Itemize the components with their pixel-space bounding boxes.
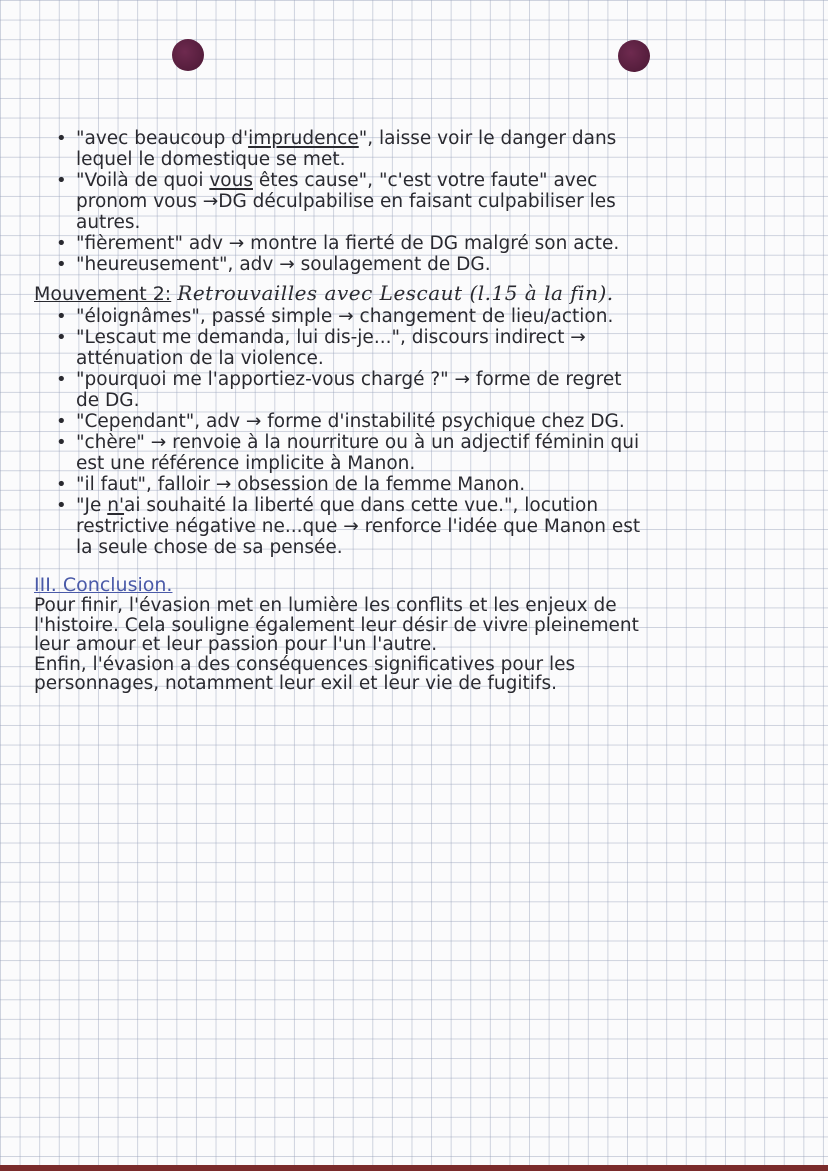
- conclusion-line: l'histoire. Cela souligne également leur désir de vivre pleinement: [34, 614, 639, 636]
- list-item: • "il faut", falloir → obsession de la femme Manon.: [56, 474, 526, 495]
- bullet-icon: •: [56, 170, 67, 191]
- bullet-icon: •: [56, 327, 67, 348]
- list-item: • "heureusement", adv → soulagement de DG.: [56, 254, 491, 275]
- mouvement-title: Retrouvailles avec Lescaut (l.15 à la fin).: [177, 281, 614, 305]
- bullet-icon: •: [56, 369, 67, 390]
- bullet-icon: •: [56, 474, 67, 495]
- conclusion-line: personnages, notamment leur exil et leur vie de fugitifs.: [34, 673, 557, 695]
- punch-hole-left: [172, 39, 204, 71]
- bullet-icon: •: [56, 432, 67, 453]
- conclusion-line: Enfin, l'évasion a des conséquences significatives pour les: [34, 653, 576, 675]
- mouvement-heading: [34, 281, 794, 306]
- bullet-icon: •: [56, 411, 67, 432]
- conclusion-line: leur amour et leur passion pour l'un l'autre.: [34, 634, 438, 656]
- list-item: • "éloignâmes", passé simple → changement de lieu/action.: [56, 306, 614, 327]
- conclusion-heading: III. Conclusion.: [34, 574, 173, 596]
- list-item: • "Cependant", adv → forme d'instabilité psychique chez DG.: [56, 411, 625, 432]
- bullet-icon: •: [56, 254, 67, 275]
- list-item: • "Lescaut me demanda, lui dis-je...", discours indirect → atténuation de la violence.: [56, 327, 586, 369]
- list-item: • "Je n'ai souhaité la liberté que dans cette vue.", locution restrictive négative ne...que → renforce l'idée que Manon est la seule chose de sa pensée.: [56, 495, 641, 558]
- bullet-icon: •: [56, 128, 67, 149]
- punch-hole-right: [618, 40, 650, 72]
- list-item: • "fièrement" adv → montre la fierté de DG malgré son acte.: [56, 233, 620, 254]
- bullet-list-top: [34, 128, 794, 275]
- list-item: • "avec beaucoup d'imprudence", laisse voir le danger dans lequel le domestique se met.: [56, 128, 617, 170]
- notes-page: [34, 128, 794, 694]
- bullet-icon: •: [56, 495, 67, 516]
- mouvement-label: Mouvement 2:: [34, 283, 172, 305]
- conclusion-line: Pour finir, l'évasion met en lumière les conflits et les enjeux de: [34, 595, 617, 616]
- list-item: • "chère" → renvoie à la nourriture ou à un adjectif féminin qui est une référence implicite à Manon.: [56, 432, 640, 474]
- page-bottom-edge: [0, 1165, 828, 1171]
- list-item: • "Voilà de quoi vous êtes cause", "c'est votre faute" avec pronom vous →DG déculpabilise en faisant culpabiliser les autres.: [56, 170, 616, 233]
- bullet-icon: •: [56, 233, 67, 254]
- list-item: • "pourquoi me l'apportiez-vous chargé ?" → forme de regret de DG.: [56, 369, 622, 411]
- bullet-list-mouvement2: [34, 306, 794, 558]
- bullet-icon: •: [56, 306, 67, 327]
